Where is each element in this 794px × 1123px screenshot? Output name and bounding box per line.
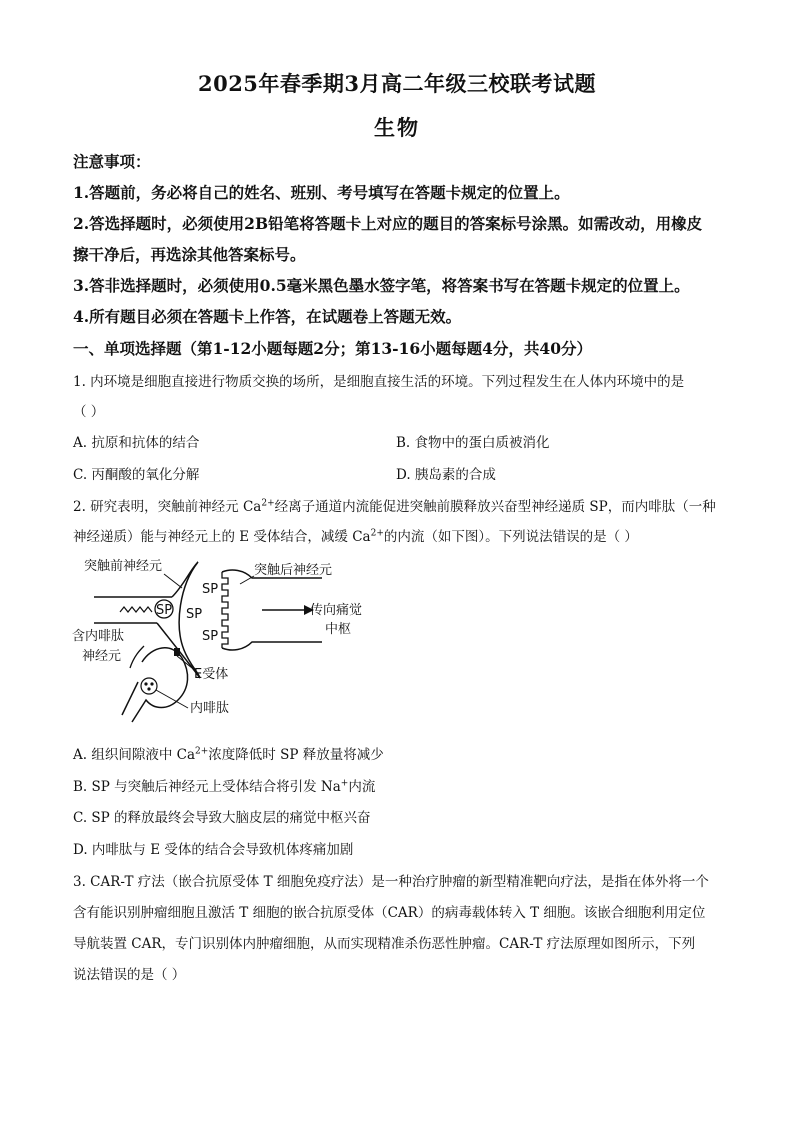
endorphin-vesicle [141,678,157,694]
sp-label-vesicle: SP [156,603,173,618]
e-receptor-mark [174,648,180,656]
postsynaptic-receptors [222,572,228,648]
q2-option-a-sup: 2+ [195,746,209,757]
endorphin-dot [147,687,150,690]
subject-title: 生物 [374,115,420,140]
q2-stem-line1-sup: 2+ [261,498,275,509]
q1-stem-line2: （ ） [73,404,105,420]
endorphin-neuron-axon [122,682,138,715]
q2-stem-line2 [73,525,638,545]
q3-stem-line1: 3. CAR-T 疗法（嵌合抗原受体 T 细胞免疫疗法）是一种治疗肿瘤的新型精准靶向疗法，是指在体外将一个 [73,874,709,890]
q2-stem-line1 [73,495,716,515]
q1-option-a: A. 抗原和抗体的结合 [73,435,200,451]
to-pain-center-1: 传向痛觉 [310,603,363,618]
section-heading: 一、单项选择题（第1-12小题每题2分；第13-16小题每题4分，共40分） [73,339,593,358]
q2-stem-line2-b: 的内流（如下图）。下列说法错误的是（ ） [383,529,638,545]
sp-label-bottom: SP [202,629,219,644]
wave-signal [120,607,152,612]
notice-item-1: 1.答题前，务必将自己的姓名、班别、考号填写在答题卡规定的位置上。 [73,183,570,202]
notice-item-3: 3.答非选择题时，必须使用0.5毫米黑色墨水签字笔，将答案书写在答题卡规定的位置上。 [73,276,690,295]
q2-option-c: C. SP 的释放最终会导致大脑皮层的痛觉中枢兴奋 [73,810,371,826]
presynaptic-pointer [164,574,182,588]
endorphin-neuron-label-2: 神经元 [82,649,122,664]
notice-item-2-cont: 擦干净后，再选涂其他答案标号。 [73,245,306,264]
q2-option-d: D. 内啡肽与 E 受体的结合会导致机体疼痛加剧 [73,842,354,858]
q2-option-b [73,775,375,795]
q2-option-b-text2: 内流 [348,779,376,795]
notice-heading: 注意事项： [73,152,151,171]
q2-stem-line2-sup: 2+ [370,528,384,539]
to-pain-center-2: 中枢 [325,622,352,637]
q2-stem-line1-b: 经离子通道内流能促进突触前膜释放兴奋型神经递质 SP，而内啡肽（一种 [274,499,716,515]
q2-option-a [73,743,384,763]
q2-option-b-text1: B. SP 与突触后神经元上受体结合将引发 Na [73,779,341,795]
postsynaptic-pointer [240,576,254,584]
q2-option-a-text2: 浓度降低时 SP 释放量将减少 [208,747,384,763]
endorphin-neuron-stalk [130,646,144,668]
endorphin-neuron-body [132,648,188,722]
sp-label-cleft: SP [186,607,203,622]
q1-stem-line1: 1. 内环境是细胞直接进行物质交换的场所，是细胞直接生活的环境。下列过程发生在人体内环境中的是 [73,374,685,390]
q2-option-a-text1: A. 组织间隙液中 Ca [73,747,196,763]
q3-stem-line2: 含有能识别肿瘤细胞且激活 T 细胞的嵌合抗原受体（CAR）的病毒载体转入 T 细胞。该嵌合细胞利用定位 [73,905,706,921]
endorphin-dot [144,682,147,685]
postsynaptic-bottom [222,642,322,650]
q1-option-d: D. 胰岛素的合成 [396,467,496,483]
sp-label-top: SP [202,582,219,597]
q2-option-b-sup: + [340,778,349,789]
postsynaptic-label: 突触后神经元 [254,563,333,578]
q3-stem-line4: 说法错误的是（ ） [73,967,186,983]
e-receptor-label: E受体 [194,667,229,682]
endorphin-dot [150,682,153,685]
notice-item-4: 4.所有题目必须在答题卡上作答，在试题卷上答题无效。 [73,307,462,326]
notice-item-2: 2.答选择题时，必须使用2B铅笔将答题卡上对应的题目的答案标号涂黑。如需改动，用橡皮 [73,214,703,233]
q2-stem-line2-a: 神经递质）能与神经元上的 E 受体结合，减缓 Ca [73,529,371,545]
presynaptic-label: 突触前神经元 [84,559,163,574]
endorphin-label: 内啡肽 [190,701,230,716]
q3-stem-line3: 导航装置 CAR，专门识别体内肿瘤细胞，从而实现精准杀伤恶性肿瘤。CAR-T 疗法原理如图所示，下列 [73,936,696,952]
exam-title: 2025年春季期3月高二年级三校联考试题 [197,71,597,96]
synapse-diagram [72,550,372,725]
q1-option-b: B. 食物中的蛋白质被消化 [396,435,550,451]
endorphin-neuron-label-1: 含内啡肽 [72,629,125,644]
q1-option-c: C. 丙酮酸的氧化分解 [73,467,200,483]
q2-stem-line1-a: 2. 研究表明，突触前神经元 Ca [73,499,262,515]
